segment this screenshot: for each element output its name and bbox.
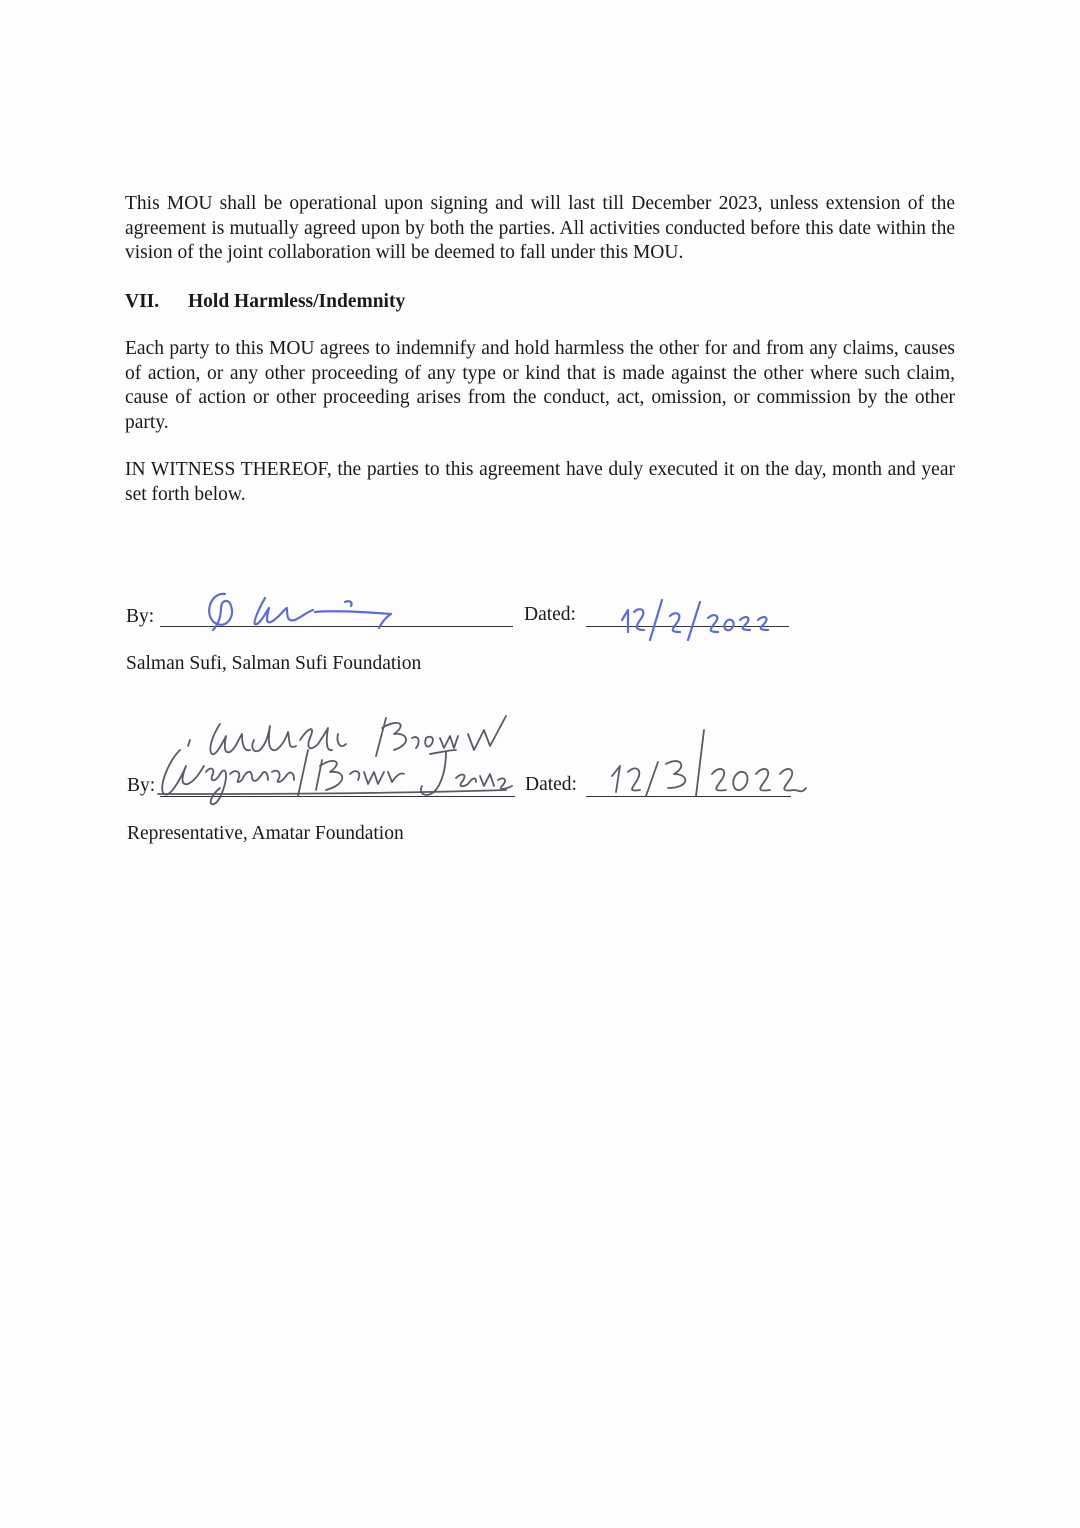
signature-1 xyxy=(195,588,405,634)
indemnity-paragraph: Each party to this MOU agrees to indemnify and hold harmless the other for and from any claims, causes of action, or any other proceeding of any type or kind that is made against the other where such claim, cause of action or other proceeding arises from the conduct, act, omission, or commission by the other party. xyxy=(125,338,955,433)
handwritten-date-2 xyxy=(600,726,810,800)
dated-label: Dated: xyxy=(525,774,577,795)
by-label: By: xyxy=(127,775,156,796)
by-label: By: xyxy=(126,606,155,627)
dated-label: Dated: xyxy=(524,604,576,625)
signature-2 xyxy=(150,710,515,820)
signatory-2-party: Representative, Amatar Foundation xyxy=(127,823,404,844)
section-number: VII. xyxy=(125,291,160,312)
handwritten-date-1 xyxy=(618,598,793,642)
section-title: Hold Harmless/Indemnity xyxy=(188,291,406,312)
term-clause-paragraph: This MOU shall be operational upon signing and will last till December 2023, unless extension of the agreement is mutually agreed upon by both the parties. All activities conducted before this date within the vision of the joint collaboration will be deemed to fall under this MOU. xyxy=(125,193,955,263)
witness-paragraph: IN WITNESS THEREOF, the parties to this agreement have duly executed it on the day, month and year set forth below. xyxy=(125,459,955,505)
section-heading xyxy=(125,291,405,313)
signatory-1-party: Salman Sufi, Salman Sufi Foundation xyxy=(126,653,422,674)
